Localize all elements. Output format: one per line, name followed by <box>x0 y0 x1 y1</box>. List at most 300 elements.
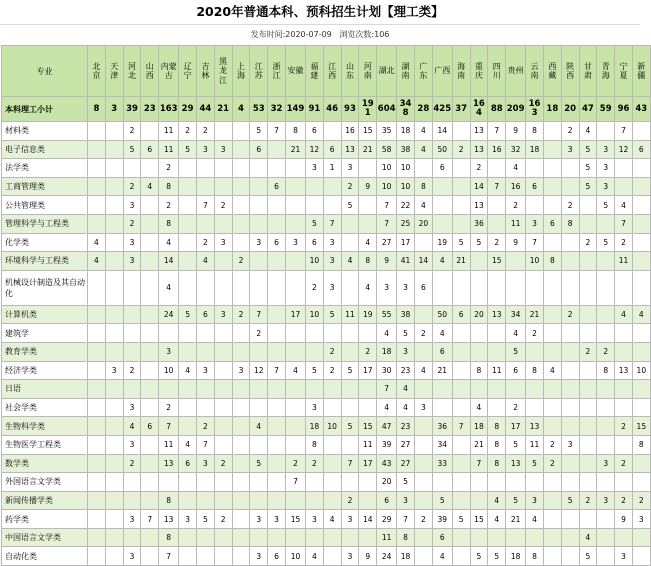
quota-cell: 21 <box>452 252 470 271</box>
quota-cell <box>179 528 197 547</box>
quota-cell: 3 <box>123 252 141 271</box>
quota-cell: 38 <box>397 140 415 159</box>
subtotal-cell: 163 <box>526 97 544 122</box>
quota-cell <box>88 324 106 343</box>
quota-cell <box>579 510 597 529</box>
quota-cell <box>105 417 123 436</box>
quota-cell: 2 <box>196 233 214 252</box>
quota-cell <box>214 159 232 178</box>
subtotal-cell: 39 <box>123 97 141 122</box>
quota-cell <box>341 233 359 252</box>
quota-cell: 2 <box>341 491 359 510</box>
major-name-cell: 机械设计制造及其自动化 <box>2 270 88 305</box>
quota-cell <box>268 417 286 436</box>
province-name: 天津 <box>110 61 119 80</box>
quota-cell <box>105 491 123 510</box>
quota-cell <box>105 324 123 343</box>
quota-cell: 5 <box>579 547 597 566</box>
quota-cell: 3 <box>214 233 232 252</box>
quota-cell <box>232 435 250 454</box>
quota-cell <box>452 324 470 343</box>
quota-cell: 14 <box>159 252 179 271</box>
quota-cell: 6 <box>543 214 561 233</box>
quota-cell: 3 <box>561 140 579 159</box>
quota-cell: 6 <box>506 361 526 380</box>
province-header <box>123 46 141 97</box>
quota-cell <box>488 270 506 305</box>
quota-cell: 10 <box>323 417 341 436</box>
quota-cell: 2 <box>305 270 323 305</box>
quota-cell: 1 <box>323 159 341 178</box>
quota-cell <box>141 342 159 361</box>
quota-cell: 39 <box>377 435 397 454</box>
table-row <box>2 214 651 233</box>
table-row <box>2 361 651 380</box>
quota-cell <box>561 454 579 473</box>
major-name-cell: 外国语言文学类 <box>2 473 88 492</box>
quota-cell: 7 <box>615 122 633 141</box>
quota-cell: 23 <box>397 361 415 380</box>
quota-cell <box>123 305 141 324</box>
province-name: 河北 <box>127 61 136 80</box>
quota-cell <box>452 342 470 361</box>
quota-cell: 9 <box>506 233 526 252</box>
quota-cell <box>214 491 232 510</box>
quota-cell: 3 <box>561 435 579 454</box>
quota-cell: 2 <box>526 324 544 343</box>
quota-cell <box>179 398 197 417</box>
quota-cell <box>179 233 197 252</box>
subtotal-cell: 604 <box>377 97 397 122</box>
quota-cell: 21 <box>470 435 488 454</box>
quota-cell: 4 <box>397 398 415 417</box>
subtotal-cell: 209 <box>506 97 526 122</box>
table-row <box>2 196 651 215</box>
major-name-cell: 材料类 <box>2 122 88 141</box>
quota-cell: 21 <box>526 305 544 324</box>
subtotal-cell: 425 <box>432 97 452 122</box>
quota-cell: 5 <box>597 233 615 252</box>
quota-cell <box>268 435 286 454</box>
quota-cell: 2 <box>561 196 579 215</box>
quota-cell: 10 <box>632 361 650 380</box>
quota-cell: 5 <box>250 122 268 141</box>
quota-cell: 34 <box>432 435 452 454</box>
quota-cell: 5 <box>397 324 415 343</box>
subtotal-cell: 149 <box>285 97 305 122</box>
province-header <box>232 46 250 97</box>
quota-cell <box>470 342 488 361</box>
quota-cell: 11 <box>159 122 179 141</box>
quota-cell <box>179 252 197 271</box>
quota-cell: 8 <box>526 547 544 566</box>
quota-cell <box>268 196 286 215</box>
quota-cell <box>526 342 544 361</box>
quota-cell <box>506 473 526 492</box>
quota-cell: 20 <box>470 305 488 324</box>
quota-cell <box>232 324 250 343</box>
quota-cell: 5 <box>597 196 615 215</box>
quota-cell <box>597 324 615 343</box>
table-row <box>2 435 651 454</box>
quota-cell: 27 <box>397 454 415 473</box>
quota-cell <box>323 177 341 196</box>
quota-cell: 18 <box>397 547 415 566</box>
quota-cell: 4 <box>123 417 141 436</box>
table-row <box>2 454 651 473</box>
quota-cell <box>341 214 359 233</box>
quota-cell: 4 <box>159 270 179 305</box>
quota-cell: 3 <box>341 159 359 178</box>
province-name: 贵州 <box>507 66 524 76</box>
quota-cell <box>232 159 250 178</box>
quota-cell: 8 <box>632 435 650 454</box>
quota-cell: 21 <box>285 140 305 159</box>
quota-cell <box>250 491 268 510</box>
province-header <box>179 46 197 97</box>
quota-cell: 16 <box>506 177 526 196</box>
enrollment-plan-table <box>1 45 651 566</box>
quota-cell <box>88 361 106 380</box>
quota-cell: 4 <box>359 233 377 252</box>
quota-cell <box>561 528 579 547</box>
quota-cell: 17 <box>397 233 415 252</box>
subtotal-label: 本科理工小计 <box>2 97 88 122</box>
quota-cell <box>543 342 561 361</box>
quota-cell: 5 <box>452 510 470 529</box>
quota-cell <box>105 214 123 233</box>
quota-cell: 17 <box>506 417 526 436</box>
quota-cell <box>543 122 561 141</box>
quota-cell <box>341 380 359 399</box>
quota-cell <box>597 305 615 324</box>
quota-cell: 7 <box>377 196 397 215</box>
quota-cell: 15 <box>632 417 650 436</box>
quota-cell: 6 <box>268 547 286 566</box>
quota-cell <box>123 342 141 361</box>
quota-cell: 2 <box>179 122 197 141</box>
quota-cell <box>105 140 123 159</box>
quota-cell <box>506 528 526 547</box>
quota-cell <box>196 270 214 305</box>
quota-cell <box>543 380 561 399</box>
table-row <box>2 324 651 343</box>
quota-cell <box>632 214 650 233</box>
quota-cell <box>285 398 305 417</box>
quota-cell: 2 <box>543 454 561 473</box>
quota-cell <box>250 528 268 547</box>
province-header <box>214 46 232 97</box>
quota-cell <box>88 159 106 178</box>
quota-cell: 11 <box>341 305 359 324</box>
quota-cell <box>232 417 250 436</box>
quota-cell <box>488 342 506 361</box>
quota-cell: 3 <box>214 140 232 159</box>
quota-cell <box>141 122 159 141</box>
quota-cell: 16 <box>341 122 359 141</box>
quota-cell: 5 <box>250 454 268 473</box>
quota-cell <box>123 473 141 492</box>
quota-cell <box>305 491 323 510</box>
quota-cell: 24 <box>159 305 179 324</box>
quota-cell: 4 <box>579 528 597 547</box>
quota-cell <box>452 398 470 417</box>
province-header <box>597 46 615 97</box>
major-name-cell: 生物医学工程类 <box>2 435 88 454</box>
quota-cell: 3 <box>615 547 633 566</box>
quota-cell <box>470 270 488 305</box>
quota-cell <box>488 380 506 399</box>
quota-cell <box>250 159 268 178</box>
province-name: 黑龙江 <box>219 56 228 85</box>
quota-cell <box>285 159 305 178</box>
quota-cell <box>452 270 470 305</box>
quota-cell <box>452 361 470 380</box>
quota-cell: 34 <box>506 305 526 324</box>
quota-cell <box>323 380 341 399</box>
quota-cell <box>543 547 561 566</box>
major-name-cell: 工商管理类 <box>2 177 88 196</box>
quota-cell <box>250 252 268 271</box>
quota-cell: 3 <box>305 398 323 417</box>
quota-cell <box>214 528 232 547</box>
quota-cell <box>543 491 561 510</box>
quota-cell <box>268 398 286 417</box>
quota-cell <box>526 528 544 547</box>
quota-cell <box>615 342 633 361</box>
quota-cell <box>414 435 432 454</box>
quota-cell <box>597 380 615 399</box>
quota-cell <box>432 473 452 492</box>
quota-cell <box>250 177 268 196</box>
quota-cell <box>632 398 650 417</box>
quota-cell <box>232 177 250 196</box>
quota-cell <box>615 270 633 305</box>
quota-cell <box>250 196 268 215</box>
province-header <box>414 46 432 97</box>
quota-cell <box>196 491 214 510</box>
quota-cell <box>632 380 650 399</box>
province-header <box>488 46 506 97</box>
quota-cell: 3 <box>323 233 341 252</box>
quota-cell <box>543 324 561 343</box>
quota-cell <box>488 398 506 417</box>
quota-cell <box>141 196 159 215</box>
quota-cell: 2 <box>452 140 470 159</box>
major-name-cell: 生物科学类 <box>2 417 88 436</box>
quota-cell: 4 <box>414 140 432 159</box>
quota-cell: 3 <box>123 398 141 417</box>
quota-cell: 3 <box>597 140 615 159</box>
quota-cell <box>232 528 250 547</box>
quota-cell: 6 <box>414 270 432 305</box>
major-name-cell: 新闻传播学类 <box>2 491 88 510</box>
table-row <box>2 342 651 361</box>
quota-cell <box>597 122 615 141</box>
quota-cell: 6 <box>377 491 397 510</box>
quota-cell <box>359 528 377 547</box>
quota-cell <box>232 342 250 361</box>
quota-cell: 7 <box>377 380 397 399</box>
quota-cell <box>341 270 359 305</box>
quota-cell: 8 <box>470 361 488 380</box>
quota-cell <box>470 324 488 343</box>
quota-cell <box>88 214 106 233</box>
quota-cell <box>597 435 615 454</box>
province-header <box>543 46 561 97</box>
quota-cell <box>561 342 579 361</box>
quota-cell: 7 <box>250 305 268 324</box>
quota-cell: 8 <box>159 528 179 547</box>
quota-cell: 2 <box>232 305 250 324</box>
quota-cell <box>214 342 232 361</box>
major-name-cell: 管理科学与工程类 <box>2 214 88 233</box>
quota-cell <box>359 214 377 233</box>
quota-cell <box>285 270 305 305</box>
quota-cell <box>414 159 432 178</box>
quota-cell: 7 <box>377 214 397 233</box>
views-label: 浏览次数: <box>339 30 375 39</box>
subtotal-cell: 20 <box>561 97 579 122</box>
quota-cell <box>196 528 214 547</box>
quota-cell <box>179 159 197 178</box>
quota-cell: 3 <box>305 510 323 529</box>
quota-cell: 2 <box>341 177 359 196</box>
quota-cell <box>615 528 633 547</box>
quota-cell: 35 <box>377 122 397 141</box>
quota-cell <box>543 233 561 252</box>
quota-cell <box>196 159 214 178</box>
province-header <box>285 46 305 97</box>
quota-cell <box>105 435 123 454</box>
quota-cell: 2 <box>414 324 432 343</box>
major-name-cell: 法学类 <box>2 159 88 178</box>
table-row <box>2 417 651 436</box>
quota-cell: 39 <box>432 510 452 529</box>
subtotal-cell: 43 <box>632 97 650 122</box>
quota-cell: 2 <box>123 122 141 141</box>
quota-cell: 2 <box>232 252 250 271</box>
quota-cell <box>579 398 597 417</box>
quota-cell <box>432 177 452 196</box>
quota-cell: 2 <box>414 510 432 529</box>
quota-cell: 8 <box>526 122 544 141</box>
quota-cell: 12 <box>615 140 633 159</box>
quota-cell <box>305 324 323 343</box>
quota-cell <box>268 454 286 473</box>
quota-cell: 38 <box>397 305 415 324</box>
quota-cell: 43 <box>377 454 397 473</box>
major-name-cell: 环境科学与工程类 <box>2 252 88 271</box>
quota-cell <box>341 435 359 454</box>
quota-cell <box>179 473 197 492</box>
quota-cell <box>232 196 250 215</box>
quota-cell: 8 <box>543 252 561 271</box>
quota-cell <box>526 473 544 492</box>
quota-cell: 5 <box>579 177 597 196</box>
quota-cell <box>88 140 106 159</box>
quota-cell: 10 <box>159 361 179 380</box>
quota-cell <box>88 196 106 215</box>
quota-cell: 8 <box>285 122 305 141</box>
quota-cell <box>88 491 106 510</box>
quota-cell: 5 <box>506 435 526 454</box>
quota-cell <box>414 473 432 492</box>
quota-cell <box>323 196 341 215</box>
quota-cell: 3 <box>414 398 432 417</box>
quota-cell: 5 <box>470 547 488 566</box>
quota-cell <box>452 473 470 492</box>
quota-cell <box>632 342 650 361</box>
quota-cell <box>323 435 341 454</box>
quota-cell: 4 <box>179 435 197 454</box>
quota-cell: 8 <box>159 491 179 510</box>
quota-cell <box>105 305 123 324</box>
quota-cell: 2 <box>285 454 305 473</box>
major-name-cell: 化学类 <box>2 233 88 252</box>
quota-cell: 3 <box>597 454 615 473</box>
province-name: 宁夏 <box>619 61 628 80</box>
major-name-cell: 计算机类 <box>2 305 88 324</box>
quota-cell <box>597 214 615 233</box>
quota-cell <box>285 196 305 215</box>
quota-cell <box>232 398 250 417</box>
quota-cell: 10 <box>526 252 544 271</box>
subtotal-cell: 164 <box>470 97 488 122</box>
quota-cell <box>105 159 123 178</box>
quota-cell <box>597 270 615 305</box>
quota-cell: 3 <box>632 510 650 529</box>
quota-cell <box>250 342 268 361</box>
quota-cell <box>268 380 286 399</box>
quota-cell <box>179 491 197 510</box>
province-name: 青海 <box>601 61 610 80</box>
quota-cell: 6 <box>141 417 159 436</box>
quota-cell: 7 <box>268 361 286 380</box>
quota-cell <box>232 454 250 473</box>
quota-cell <box>543 398 561 417</box>
quota-cell <box>214 252 232 271</box>
major-name-cell: 数学类 <box>2 454 88 473</box>
publish-date: 2020-07-09 <box>285 30 332 39</box>
quota-cell: 36 <box>432 417 452 436</box>
quota-cell: 12 <box>250 361 268 380</box>
quota-cell: 13 <box>470 122 488 141</box>
subtotal-cell: 53 <box>250 97 268 122</box>
quota-cell: 11 <box>159 435 179 454</box>
quota-cell: 3 <box>159 342 179 361</box>
quota-cell <box>285 417 305 436</box>
quota-cell: 19 <box>432 233 452 252</box>
quota-cell: 2 <box>159 196 179 215</box>
quota-cell <box>214 547 232 566</box>
quota-cell: 8 <box>159 214 179 233</box>
quota-cell: 6 <box>268 177 286 196</box>
quota-cell: 5 <box>579 159 597 178</box>
quota-cell <box>250 270 268 305</box>
quota-cell: 50 <box>432 140 452 159</box>
quota-cell: 7 <box>159 417 179 436</box>
quota-cell <box>105 270 123 305</box>
quota-cell: 11 <box>506 214 526 233</box>
quota-cell: 18 <box>377 342 397 361</box>
quota-cell <box>250 380 268 399</box>
quota-cell <box>632 454 650 473</box>
table-row <box>2 140 651 159</box>
province-name: 安徽 <box>287 66 304 76</box>
subtotal-cell: 163 <box>159 97 179 122</box>
province-name: 湖北 <box>378 66 395 76</box>
